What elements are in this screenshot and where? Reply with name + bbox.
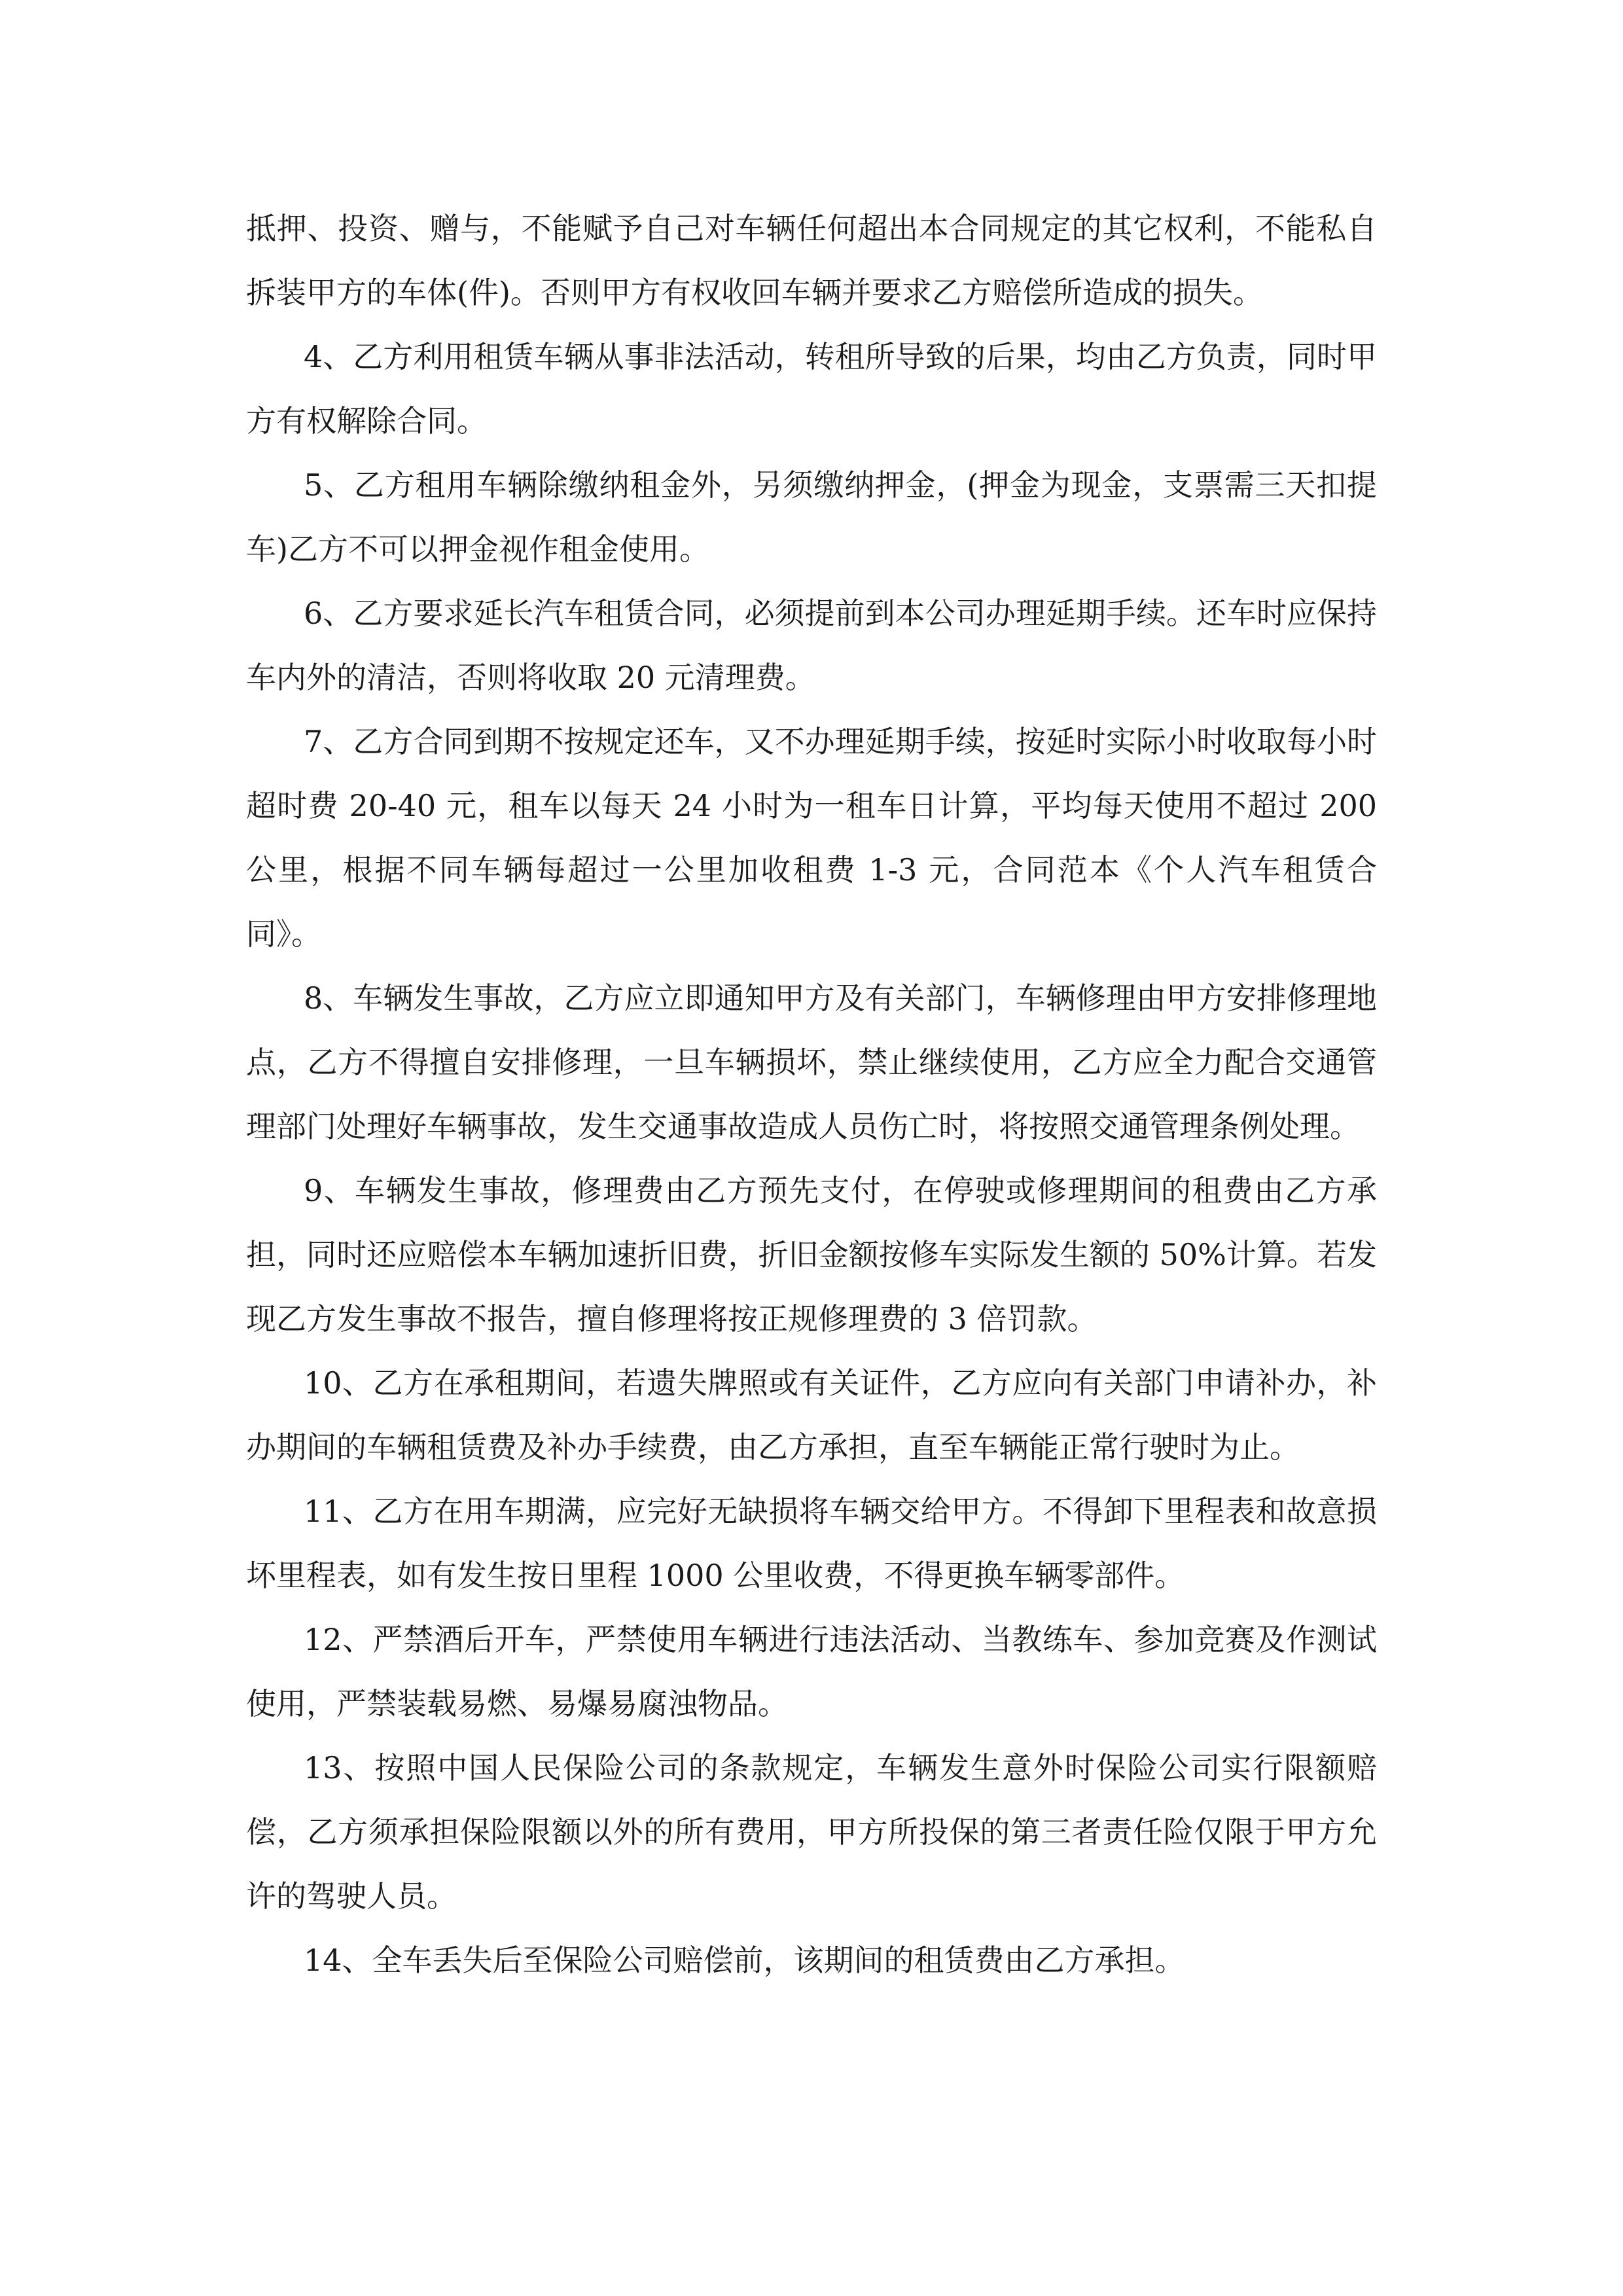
clause-7: 7、乙方合同到期不按规定还车，又不办理延期手续，按延时实际小时收取每小时超时费 20-40 元，租车以每天 24 小时为一租车日计算，平均每天使用不超过 200 公里，根据不同车辆每超过一公里加收租费 1-3 元，合同范本《个人汽车租赁合同》。 <box>246 724 1377 952</box>
clause-5: 5、乙方租用车辆除缴纳租金外，另须缴纳押金，(押金为现金，支票需三天扣提车)乙方不可以押金视作租金使用。 <box>246 467 1377 567</box>
clause-14: 14、全车丢失后至保险公司赔偿前，该期间的租赁费由乙方承担。 <box>304 1943 1185 1978</box>
clause-8: 8、车辆发生事故，乙方应立即通知甲方及有关部门，车辆修理由甲方安排修理地点，乙方不得擅自安排修理，一旦车辆损坏，禁止继续使用，乙方应全力配合交通管理部门处理好车辆事故，发生交通事故造成人员伤亡时，将按照交通管理条例处理。 <box>246 980 1377 1144</box>
paragraph-continuation: 抵押、投资、赠与，不能赋予自己对车辆任何超出本合同规定的其它权利，不能私自拆装甲方的车体(件)。否则甲方有权收回车辆并要求乙方赔偿所造成的损失。 <box>246 211 1377 310</box>
clause-4: 4、乙方利用租赁车辆从事非法活动，转租所导致的后果，均由乙方负责，同时甲方有权解除合同。 <box>246 339 1377 439</box>
clause-6: 6、乙方要求延长汽车租赁合同，必须提前到本公司办理延期手续。还车时应保持车内外的清洁，否则将收取 20 元清理费。 <box>246 596 1377 695</box>
clause-11: 11、乙方在用车期满，应完好无缺损将车辆交给甲方。不得卸下里程表和故意损坏里程表，如有发生按日里程 1000 公里收费，不得更换车辆零部件。 <box>246 1494 1377 1593</box>
clause-10: 10、乙方在承租期间，若遗失牌照或有关证件，乙方应向有关部门申请补办，补办期间的车辆租赁费及补办手续费，由乙方承担，直至车辆能正常行驶时为止。 <box>246 1365 1377 1465</box>
clause-12: 12、严禁酒后开车，严禁使用车辆进行违法活动、当教练车、参加竞赛及作测试使用，严禁装载易燃、易爆易腐浊物品。 <box>246 1622 1377 1721</box>
document-body <box>246 196 1377 1992</box>
clause-9: 9、车辆发生事故，修理费由乙方预先支付，在停驶或修理期间的租费由乙方承担，同时还应赔偿本车辆加速折旧费，折旧金额按修车实际发生额的 50%计算。若发现乙方发生事故不报告，擅自修理将按正规修理费的 3 倍罚款。 <box>246 1173 1377 1336</box>
clause-13: 13、按照中国人民保险公司的条款规定，车辆发生意外时保险公司实行限额赔偿，乙方须承担保险限额以外的所有费用，甲方所投保的第三者责任险仅限于甲方允许的驾驶人员。 <box>246 1750 1377 1914</box>
